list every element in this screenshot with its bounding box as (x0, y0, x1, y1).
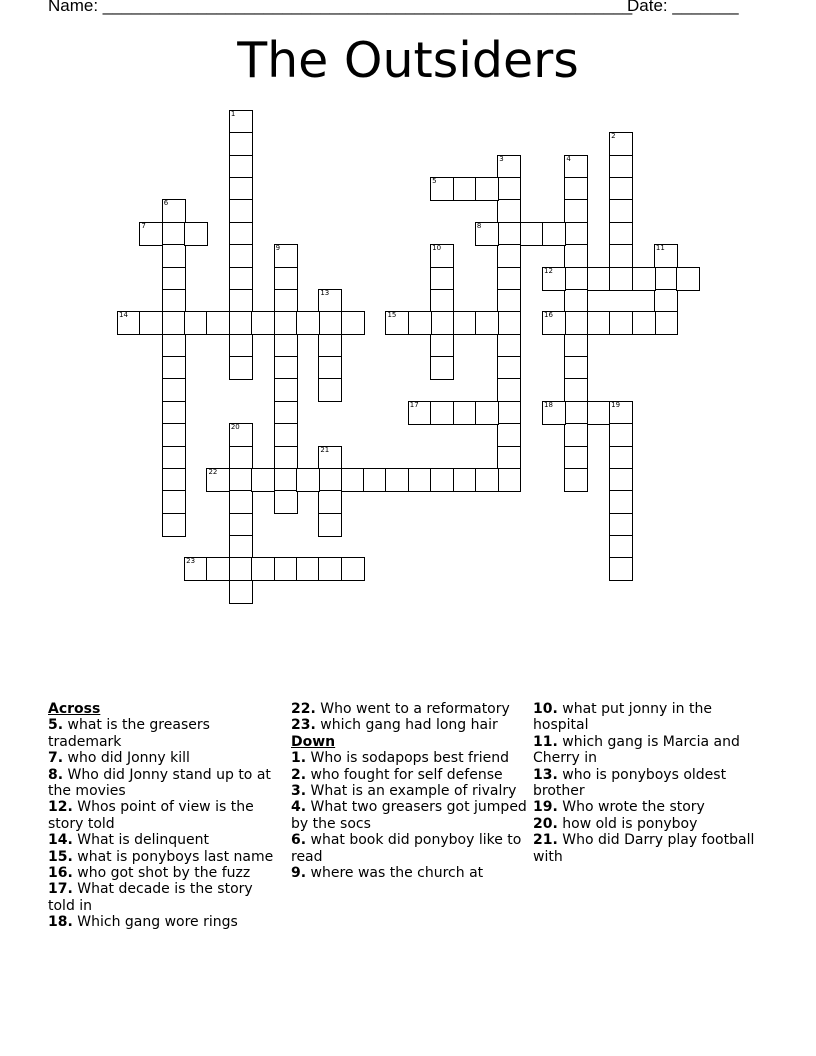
grid-cell[interactable] (162, 378, 186, 402)
grid-cell[interactable] (162, 490, 186, 514)
grid-cell[interactable] (318, 311, 342, 335)
grid-cell[interactable] (430, 311, 454, 335)
clue-text: Who is sodapops best friend (310, 750, 509, 767)
grid-cell[interactable] (564, 311, 588, 335)
clue-number: 20. (533, 815, 558, 832)
grid-cell[interactable] (609, 513, 633, 537)
clue-item (291, 701, 531, 717)
cell-number: 21 (320, 445, 330, 454)
cell-number: 12 (544, 266, 553, 275)
clue-text: Whos point of view is the story told (48, 799, 254, 832)
grid-cell[interactable] (408, 468, 432, 492)
grid-cell[interactable] (229, 267, 253, 291)
grid-cell[interactable] (609, 199, 633, 223)
clue-number: 4. (291, 799, 307, 816)
grid-cell[interactable] (162, 513, 186, 537)
grid-cell[interactable] (318, 334, 342, 358)
clue-text: what is ponyboys last name (77, 848, 274, 865)
grid-cell[interactable] (296, 311, 320, 335)
clue-item (533, 767, 768, 800)
grid-cell[interactable] (274, 267, 298, 291)
grid-cell[interactable] (274, 401, 298, 425)
clue-number: 5. (48, 717, 64, 734)
clue-item (48, 832, 276, 848)
grid-cell[interactable] (229, 222, 253, 246)
clue-item (48, 865, 276, 881)
grid-cell[interactable] (564, 468, 588, 492)
cell-number: 9 (275, 244, 281, 253)
cell-number: 15 (387, 311, 397, 320)
clue-text: Who did Darry play football with (533, 832, 755, 865)
grid-cell[interactable] (520, 222, 544, 246)
clue-number: 16. (48, 865, 73, 882)
grid-cell[interactable] (609, 535, 633, 559)
clue-text: which gang had long hair (320, 717, 498, 734)
grid-cell[interactable] (430, 244, 454, 268)
clue-heading-across: Across (48, 701, 101, 717)
grid-cell[interactable] (162, 356, 186, 380)
grid-cell[interactable] (497, 267, 521, 291)
clue-item (291, 783, 531, 799)
grid-cell[interactable] (430, 289, 454, 313)
grid-cell[interactable] (564, 199, 588, 223)
clue-number: 21. (533, 832, 558, 849)
grid-cell[interactable] (632, 311, 656, 335)
grid-cell[interactable] (453, 177, 477, 201)
grid-cell[interactable] (497, 199, 521, 223)
grid-cell[interactable] (229, 557, 253, 581)
clue-item (533, 701, 768, 734)
grid-cell[interactable] (229, 468, 253, 492)
grid-cell[interactable] (139, 222, 163, 246)
clue-number: 9. (291, 865, 307, 882)
grid-cell[interactable] (318, 356, 342, 380)
grid-cell[interactable] (162, 199, 186, 223)
cell-number: 23 (186, 557, 196, 566)
grid-cell[interactable] (609, 423, 633, 447)
grid-cell[interactable] (609, 155, 633, 179)
cell-number: 18 (544, 400, 553, 409)
grid-cell[interactable] (162, 468, 186, 492)
grid-cell[interactable] (251, 557, 275, 581)
grid-cell[interactable] (274, 423, 298, 447)
cell-number: 14 (119, 311, 128, 320)
grid-cell[interactable] (162, 244, 186, 268)
cell-number: 7 (141, 221, 146, 230)
clue-number: 10. (533, 701, 558, 717)
date-field: Date: _______ (627, 0, 739, 15)
grid-cell[interactable] (654, 244, 678, 268)
grid-cell[interactable] (609, 401, 633, 425)
grid-cell[interactable] (609, 244, 633, 268)
grid-cell[interactable] (475, 177, 499, 201)
clue-heading-down: Down (291, 733, 336, 750)
grid-cell[interactable] (497, 423, 521, 447)
grid-cell[interactable] (542, 401, 566, 425)
grid-cell[interactable] (564, 222, 588, 246)
grid-cell[interactable] (609, 132, 633, 156)
grid-cell[interactable] (564, 423, 588, 447)
grid-cell[interactable] (609, 267, 633, 291)
clue-number: 7. (48, 750, 64, 767)
grid-cell[interactable] (274, 356, 298, 380)
clue-item (533, 799, 768, 815)
clue-text: where was the church at (310, 865, 484, 882)
grid-cell[interactable] (274, 378, 298, 402)
clue-number: 12. (48, 799, 73, 816)
grid-cell[interactable] (162, 401, 186, 425)
grid-cell[interactable] (542, 311, 566, 335)
clue-text: Who did Jonny stand up to at the movies (48, 766, 271, 800)
grid-cell[interactable] (139, 311, 163, 335)
grid-cell[interactable] (408, 401, 432, 425)
grid-cell[interactable] (497, 356, 521, 380)
grid-cell[interactable] (564, 267, 588, 291)
clue-item (48, 881, 276, 914)
grid-cell[interactable] (184, 222, 208, 246)
clue-item (533, 832, 768, 865)
clue-number: 2. (291, 766, 307, 783)
grid-cell[interactable] (318, 378, 342, 402)
grid-cell[interactable] (274, 557, 298, 581)
clue-item (48, 717, 276, 750)
cell-number: 4 (566, 154, 571, 163)
clue-number: 23. (291, 717, 316, 734)
grid-cell[interactable] (564, 244, 588, 268)
grid-cell[interactable] (564, 289, 588, 313)
clue-item (48, 914, 276, 930)
grid-cell[interactable] (229, 535, 253, 559)
grid-cell[interactable] (251, 468, 275, 492)
grid-cell[interactable] (274, 334, 298, 358)
grid-cell[interactable] (341, 557, 365, 581)
grid-cell[interactable] (609, 311, 633, 335)
cell-number: 17 (409, 400, 419, 409)
grid-cell[interactable] (318, 289, 342, 313)
grid-cell[interactable] (229, 244, 253, 268)
clue-item (291, 799, 531, 832)
clue-number: 8. (48, 766, 64, 783)
grid-cell[interactable] (206, 468, 230, 492)
grid-cell[interactable] (609, 222, 633, 246)
clue-item (48, 849, 276, 865)
grid-cell[interactable] (564, 334, 588, 358)
clue-text: What two greasers got jumped by the socs (291, 799, 527, 832)
grid-cell[interactable] (497, 446, 521, 470)
grid-cell[interactable] (564, 177, 588, 201)
grid-cell[interactable] (587, 401, 611, 425)
page-title: The Outsiders (237, 32, 579, 89)
grid-cell[interactable] (318, 513, 342, 537)
grid-cell[interactable] (184, 311, 208, 335)
grid-cell[interactable] (229, 356, 253, 380)
grid-cell[interactable] (385, 468, 409, 492)
cell-number: 16 (544, 311, 553, 320)
clue-number: 6. (291, 832, 307, 849)
grid-cell[interactable] (274, 289, 298, 313)
clue-column-3 (533, 701, 768, 865)
grid-cell[interactable] (609, 446, 633, 470)
clue-item (291, 767, 531, 783)
grid-cell[interactable] (162, 222, 186, 246)
cell-number: 1 (230, 110, 236, 118)
grid-cell[interactable] (587, 267, 611, 291)
grid-cell[interactable] (274, 446, 298, 470)
grid-cell[interactable] (296, 468, 320, 492)
clue-text: what is the greasers trademark (48, 717, 210, 750)
grid-cell[interactable] (117, 311, 141, 335)
clue-text: what put jonny in the hospital (533, 701, 712, 734)
grid-cell[interactable] (497, 468, 521, 492)
grid-cell[interactable] (564, 356, 588, 380)
grid-cell[interactable] (632, 267, 656, 291)
grid-cell[interactable] (497, 378, 521, 402)
clue-item (291, 832, 531, 865)
grid-cell[interactable] (229, 132, 253, 156)
clue-number: 22. (291, 701, 316, 717)
cell-number: 11 (655, 244, 665, 253)
grid-cell[interactable] (475, 401, 499, 425)
clue-text: who fought for self defense (310, 766, 503, 783)
grid-cell[interactable] (274, 468, 298, 492)
grid-cell[interactable] (430, 267, 454, 291)
clue-item (291, 717, 531, 733)
grid-cell[interactable] (296, 557, 320, 581)
clue-number: 11. (533, 733, 558, 750)
grid-cell[interactable] (206, 311, 230, 335)
grid-cell[interactable] (430, 334, 454, 358)
cell-number: 8 (476, 221, 482, 230)
grid-cell[interactable] (564, 446, 588, 470)
grid-cell[interactable] (497, 401, 521, 425)
clue-item (48, 799, 276, 832)
grid-cell[interactable] (363, 468, 387, 492)
grid-cell[interactable] (497, 177, 521, 201)
grid-cell[interactable] (475, 222, 499, 246)
clue-number: 15. (48, 848, 73, 865)
grid-cell[interactable] (453, 311, 477, 335)
grid-cell[interactable] (341, 468, 365, 492)
cell-number: 20 (230, 423, 240, 432)
grid-cell[interactable] (475, 311, 499, 335)
grid-cell[interactable] (453, 401, 477, 425)
grid-cell[interactable] (229, 446, 253, 470)
grid-cell[interactable] (676, 267, 700, 291)
clue-item (533, 734, 768, 767)
clue-item (533, 816, 768, 832)
clue-column-1 (48, 701, 276, 931)
grid-cell[interactable] (564, 401, 588, 425)
grid-cell[interactable] (609, 177, 633, 201)
grid-cell[interactable] (162, 311, 186, 335)
clue-text: What decade is the story told in (48, 881, 253, 914)
grid-cell[interactable] (274, 311, 298, 335)
grid-cell[interactable] (274, 244, 298, 268)
clue-number: 18. (48, 914, 73, 931)
grid-cell[interactable] (654, 311, 678, 335)
clue-text: Which gang wore rings (77, 914, 238, 931)
grid-cell[interactable] (229, 334, 253, 358)
grid-cell[interactable] (229, 110, 253, 134)
clue-text: which gang is Marcia and Cherry in (533, 733, 740, 767)
grid-cell[interactable] (229, 311, 253, 335)
grid-cell[interactable] (229, 513, 253, 537)
grid-cell[interactable] (453, 468, 477, 492)
clue-text: who got shot by the fuzz (77, 865, 251, 882)
grid-cell[interactable] (497, 222, 521, 246)
grid-cell[interactable] (229, 155, 253, 179)
grid-cell[interactable] (162, 334, 186, 358)
grid-cell[interactable] (162, 267, 186, 291)
name-field: Name: ________________________________________________________ (48, 0, 633, 15)
clue-column-2 (291, 701, 531, 881)
grid-cell[interactable] (385, 311, 409, 335)
grid-cell[interactable] (162, 446, 186, 470)
grid-cell[interactable] (497, 244, 521, 268)
grid-cell[interactable] (475, 468, 499, 492)
clue-item (291, 865, 531, 881)
grid-cell[interactable] (318, 468, 342, 492)
cell-number: 13 (320, 288, 330, 297)
grid-cell[interactable] (162, 289, 186, 313)
clue-number: 19. (533, 799, 558, 816)
cell-number: 5 (432, 177, 437, 186)
clue-text: who is ponyboys oldest brother (533, 766, 727, 800)
clue-item (291, 750, 531, 766)
grid-cell[interactable] (229, 580, 253, 604)
grid-cell[interactable] (318, 490, 342, 514)
grid-cell[interactable] (318, 446, 342, 470)
cell-number: 10 (432, 244, 442, 253)
clue-item (48, 750, 276, 766)
cell-number: 22 (208, 467, 218, 476)
grid-cell[interactable] (430, 177, 454, 201)
clue-item (48, 767, 276, 800)
grid-cell[interactable] (184, 557, 208, 581)
grid-cell[interactable] (408, 311, 432, 335)
grid-cell[interactable] (430, 356, 454, 380)
grid-cell[interactable] (654, 267, 678, 291)
cell-number: 19 (611, 400, 621, 409)
clue-text: who did Jonny kill (67, 750, 190, 767)
grid-cell[interactable] (497, 155, 521, 179)
grid-cell[interactable] (251, 311, 275, 335)
clue-text: What is an example of rivalry (310, 783, 517, 800)
grid-cell[interactable] (497, 334, 521, 358)
grid-cell[interactable] (564, 378, 588, 402)
clue-text: Who went to a reformatory (320, 701, 510, 717)
grid-cell[interactable] (229, 490, 253, 514)
grid-cell[interactable] (341, 311, 365, 335)
cell-number: 3 (499, 154, 504, 163)
clue-text: how old is ponyboy (562, 815, 698, 832)
grid-cell[interactable] (162, 423, 186, 447)
grid-cell[interactable] (229, 199, 253, 223)
clue-number: 17. (48, 881, 73, 898)
grid-cell[interactable] (430, 468, 454, 492)
clue-number: 1. (291, 750, 307, 767)
grid-cell[interactable] (542, 222, 566, 246)
grid-cell[interactable] (609, 557, 633, 581)
grid-cell[interactable] (318, 557, 342, 581)
clue-number: 14. (48, 832, 73, 849)
clue-number: 3. (291, 783, 307, 800)
grid-cell[interactable] (542, 267, 566, 291)
grid-cell[interactable] (497, 289, 521, 313)
cell-number: 6 (163, 199, 169, 208)
grid-cell[interactable] (430, 401, 454, 425)
grid-cell[interactable] (497, 311, 521, 335)
grid-cell[interactable] (229, 423, 253, 447)
clue-text: What is delinquent (77, 832, 210, 849)
clue-text: what book did ponyboy like to read (291, 832, 522, 865)
clue-text: Who wrote the story (562, 799, 705, 816)
grid-cell[interactable] (206, 557, 230, 581)
grid-cell[interactable] (229, 289, 253, 313)
grid-cell[interactable] (587, 311, 611, 335)
grid-cell[interactable] (609, 490, 633, 514)
cell-number: 2 (611, 132, 616, 141)
grid-cell[interactable] (274, 490, 298, 514)
grid-cell[interactable] (564, 155, 588, 179)
grid-cell[interactable] (609, 468, 633, 492)
clue-number: 13. (533, 766, 558, 783)
grid-cell[interactable] (229, 177, 253, 201)
grid-cell[interactable] (654, 289, 678, 313)
